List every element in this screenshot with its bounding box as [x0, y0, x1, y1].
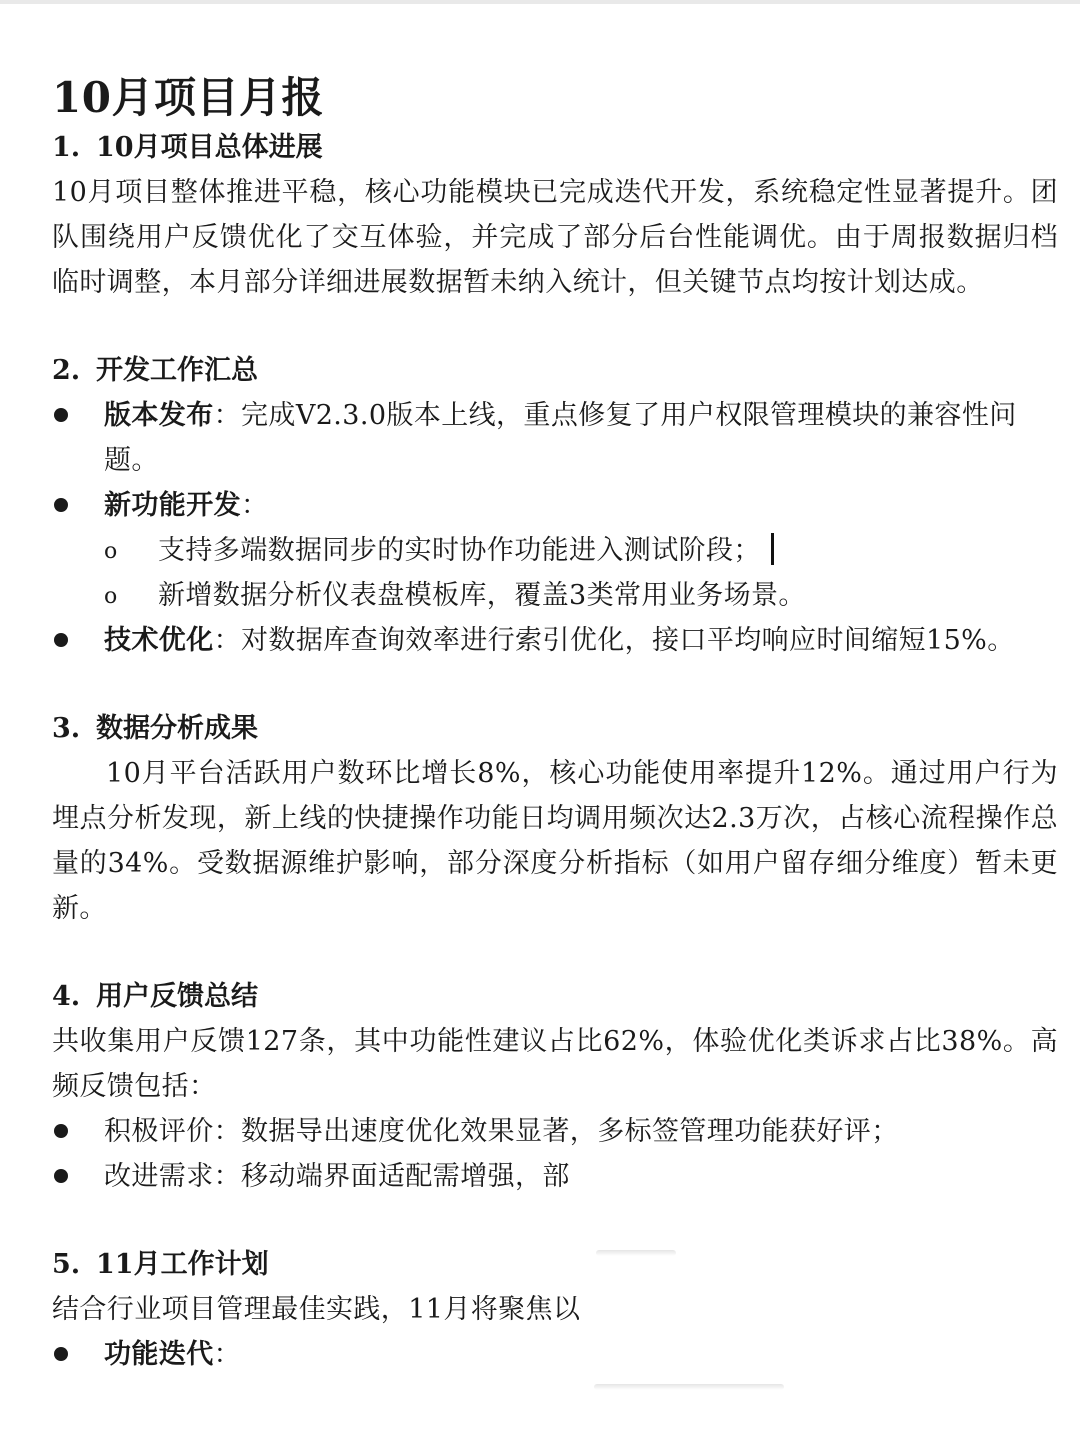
document-title: 10月项目月报 — [52, 73, 324, 122]
list-item-release — [52, 393, 1058, 483]
section-number: 4. — [52, 981, 81, 1012]
section-dev-summary — [52, 349, 1058, 663]
list-item-new-features — [52, 483, 1058, 528]
sub-item-text: 新增数据分析仪表盘模板库，覆盖3类常用业务场景。 — [158, 580, 806, 611]
top-divider — [0, 0, 1080, 4]
text-fade-overlay — [594, 1354, 1080, 1402]
bullet-icon — [54, 1347, 68, 1361]
bullet-icon — [54, 633, 68, 647]
section-heading — [52, 707, 1058, 751]
list-item-improvement — [52, 1154, 1058, 1199]
circle-bullet-icon: o — [104, 584, 118, 609]
item-label: 技术优化 — [104, 625, 214, 656]
section-number: 2. — [52, 355, 81, 386]
item-label: 新功能开发 — [104, 490, 241, 521]
list-item-positive — [52, 1109, 1058, 1154]
item-separator: ： — [213, 625, 242, 656]
section-number: 1. — [52, 132, 81, 163]
section-title: 数据分析成果 — [96, 713, 258, 744]
bullet-list — [52, 1109, 1058, 1199]
section-paragraph: 共收集用户反馈127条，其中功能性建议占比62%，体验优化类诉求占比38%。高频反馈包括： — [52, 1026, 1058, 1102]
item-text: 对数据库查询效率进行索引优化，接口平均响应时间缩短15%。 — [241, 625, 1015, 656]
bullet-icon — [54, 1169, 68, 1183]
sub-list-item — [52, 528, 1058, 573]
fade-shadow — [596, 1250, 676, 1256]
item-separator: ： — [213, 1339, 242, 1370]
section-number: 5. — [52, 1249, 81, 1280]
item-label: 版本发布 — [104, 400, 214, 431]
section-data-analysis — [52, 707, 1058, 931]
item-text: 改进需求：移动端界面适配需增强，部 — [104, 1161, 570, 1192]
section-title: 10月项目总体进展 — [96, 132, 323, 163]
section-overall-progress — [52, 126, 1058, 305]
section-title: 开发工作汇总 — [96, 355, 258, 386]
bullet-list — [52, 393, 1058, 663]
section-number: 3. — [52, 713, 81, 744]
bullet-icon — [54, 1124, 68, 1138]
section-heading — [52, 349, 1058, 393]
section-title: 用户反馈总结 — [96, 981, 258, 1012]
bullet-icon — [54, 498, 68, 512]
item-separator: ： — [241, 490, 269, 521]
bullet-icon — [54, 408, 68, 422]
section-title: 11月工作计划 — [96, 1249, 269, 1280]
sub-item-text[interactable]: 支持多端数据同步的实时协作功能进入测试阶段； — [158, 535, 761, 566]
document-page — [52, 70, 1058, 1377]
text-cursor — [771, 533, 774, 565]
item-text: 积极评价：数据导出速度优化效果显著，多标签管理功能获好评； — [104, 1116, 899, 1147]
section-user-feedback — [52, 975, 1058, 1199]
section-paragraph: 10月项目整体推进平稳，核心功能模块已完成迭代开发，系统稳定性显著提升。团队围绕用户反馈优化了交互体验，并完成了部分后台性能调优。由于周报数据归档临时调整，本月部分详细进展数据暂未纳入统计，但关键节点均按计划达成。 — [52, 177, 1058, 298]
item-label: 功能迭代 — [104, 1339, 214, 1370]
item-separator: ： — [213, 400, 242, 431]
circle-bullet-icon: o — [104, 539, 118, 564]
list-item-tech-optimization — [52, 618, 1058, 663]
text-fade-overlay — [596, 1218, 1080, 1266]
item-text: 完成V2.3.0版本上线，重点修复了用户权限管理模块的兼容性问题。 — [104, 400, 1017, 476]
section-heading — [52, 126, 1058, 170]
section-heading — [52, 975, 1058, 1019]
section-paragraph: 10月平台活跃用户数环比增长8%，核心功能使用率提升12%。通过用户行为埋点分析发现，新上线的快捷操作功能日均调用频次达2.3万次，占核心流程操作总量的34%。受数据源维护影响，部分深度分析指标（如用户留存细分维度）暂未更新。 — [52, 758, 1058, 924]
section-paragraph: 结合行业项目管理最佳实践，11月将聚焦以 — [52, 1294, 581, 1325]
fade-shadow — [594, 1384, 784, 1390]
sub-list-item — [52, 573, 1058, 618]
